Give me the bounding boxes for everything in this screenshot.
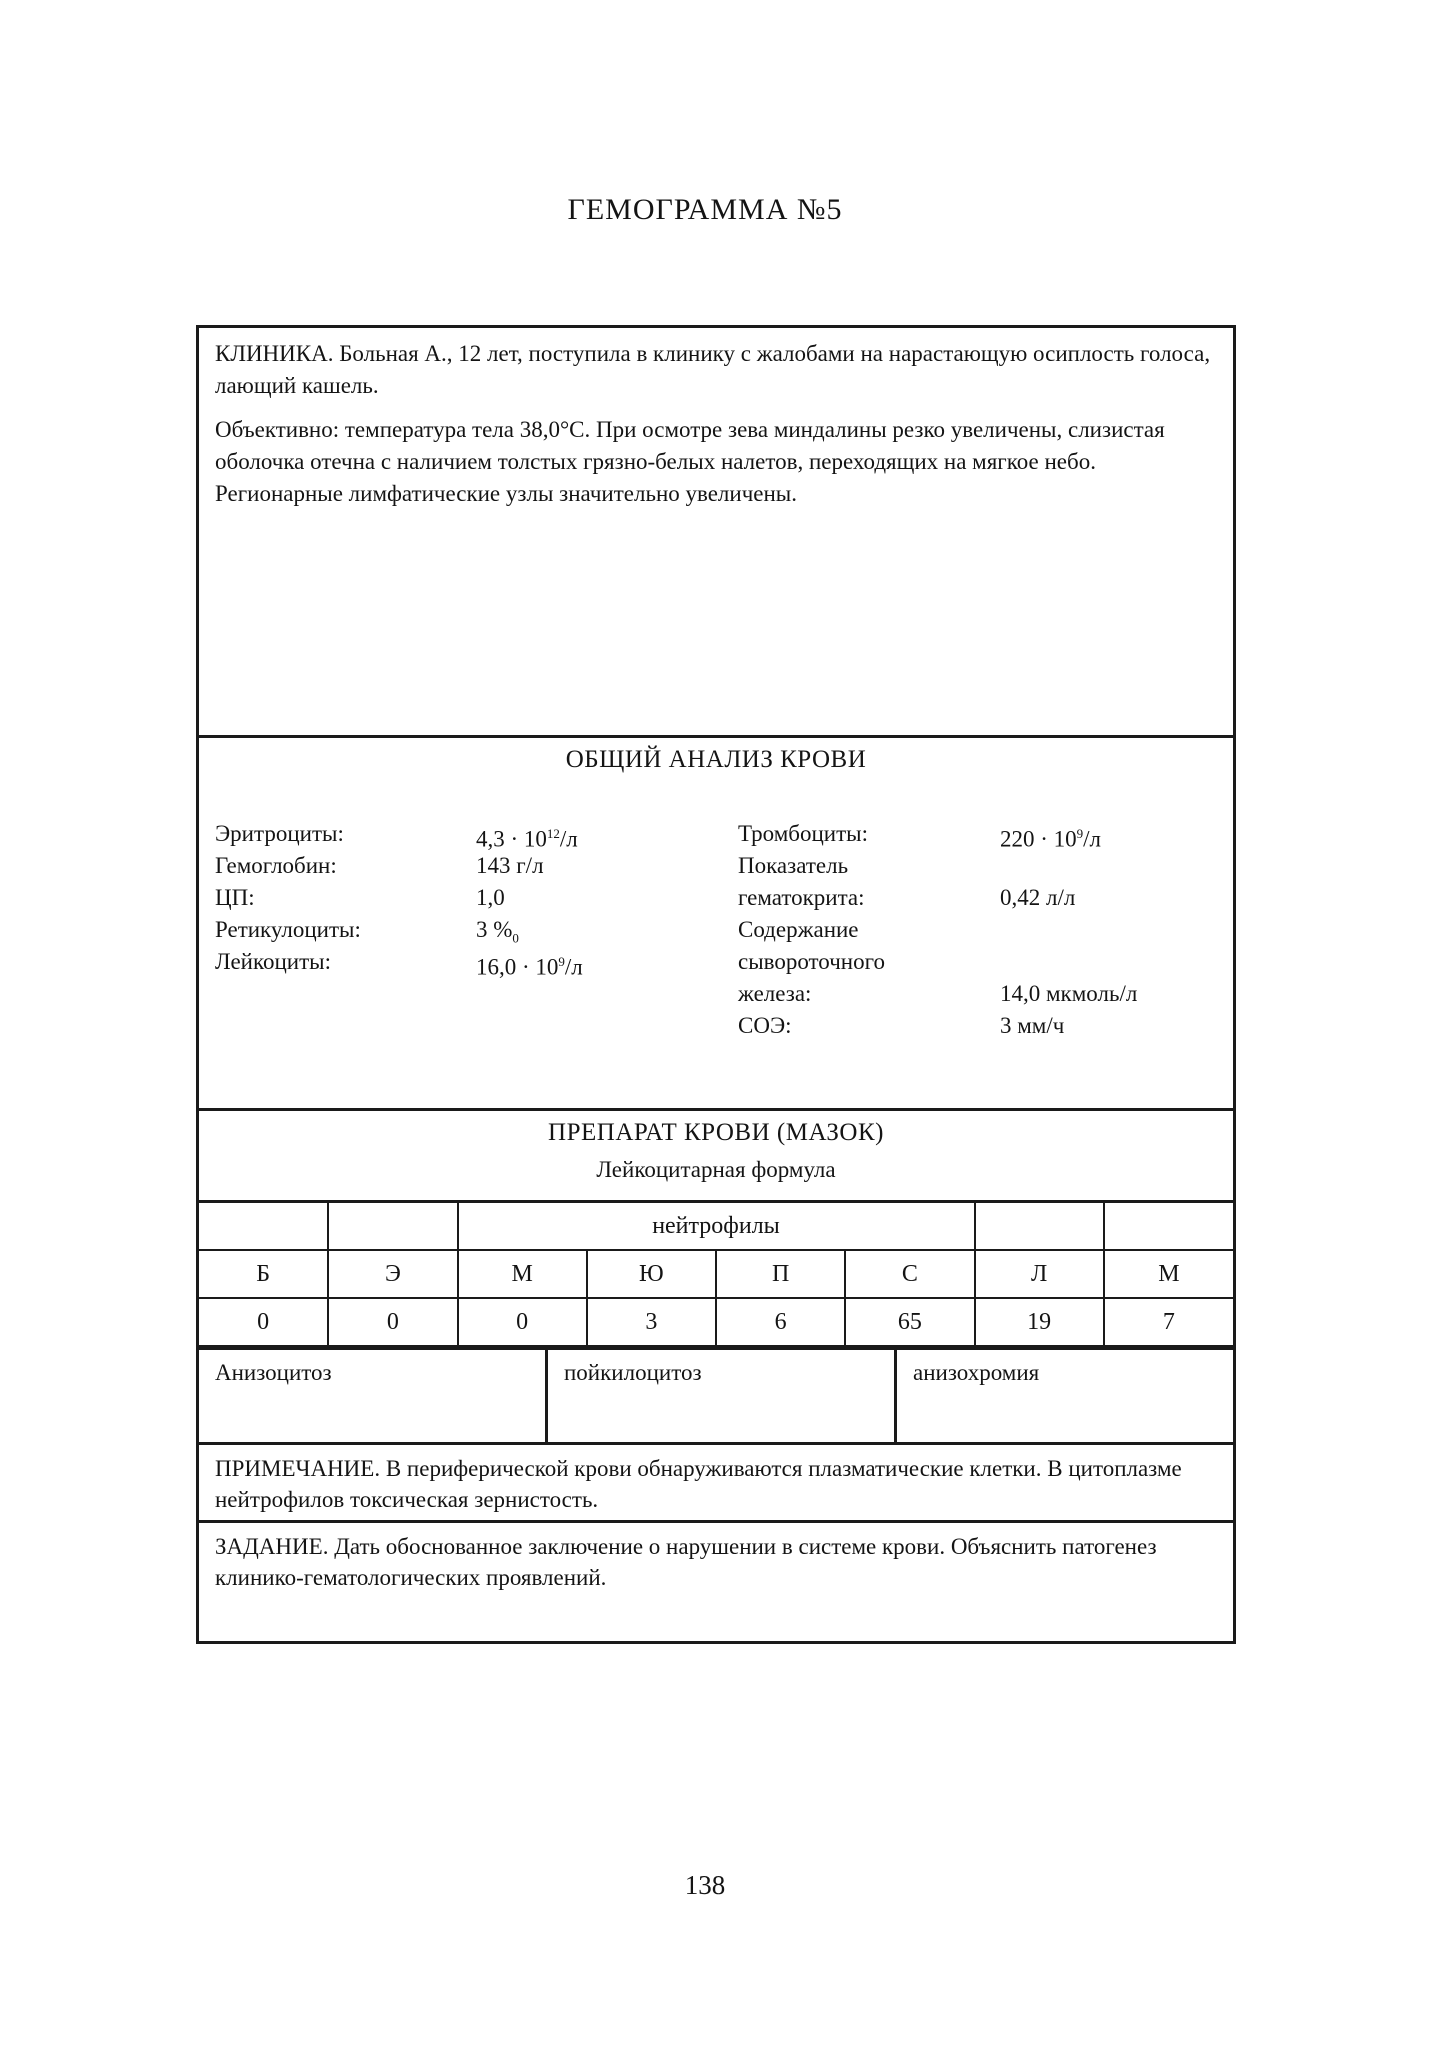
label-esr: СОЭ: bbox=[738, 1013, 792, 1038]
smear-title: ПРЕПАРАТ КРОВИ (МАЗОК) bbox=[548, 1119, 884, 1146]
value-band: 6 bbox=[716, 1298, 845, 1346]
clinic-examination: Объективно: температура тела 38,0°С. При осмотре зева миндалины резко увеличены, слизистая оболочка отечна с наличием толстых грязно-белых налетов, переходящих на мягкое небо. Регионарные лимфатические узлы значительно увеличены. bbox=[215, 417, 1165, 506]
value-color-index: 1,0 bbox=[476, 885, 505, 910]
label-hematocrit-1: Показатель bbox=[738, 853, 849, 878]
value-segmented: 65 bbox=[845, 1298, 974, 1346]
label-iron-1: Содержание bbox=[738, 917, 859, 942]
value-hematocrit: 0,42 л/л bbox=[1000, 885, 1076, 910]
poikilocytosis-cell: пойкилоцитоз bbox=[564, 1360, 702, 1385]
label-platelets: Тромбоциты: bbox=[738, 821, 869, 846]
value-esr: 3 мм/ч bbox=[1000, 1013, 1065, 1038]
col-lymphocytes: Л bbox=[975, 1250, 1104, 1298]
left-labels bbox=[215, 818, 361, 978]
anisochromia-cell: анизохромия bbox=[913, 1360, 1040, 1385]
task-section: ЗАДАНИЕ. Дать обоснованное заключение о нарушении в системе крови. Объяснить патогенез клинико-гематологических проявлений. bbox=[215, 1534, 1157, 1590]
value-monocytes: 7 bbox=[1104, 1298, 1233, 1346]
smear-section bbox=[199, 1111, 1233, 1201]
leukocyte-formula-title: Лейкоцитарная формула bbox=[596, 1157, 836, 1182]
value-basophils: 0 bbox=[199, 1298, 328, 1346]
right-labels bbox=[738, 818, 885, 1042]
label-hemoglobin: Гемоглобин: bbox=[215, 853, 337, 878]
label-hematocrit-2: гематокрита: bbox=[738, 885, 865, 910]
col-juvenile: Ю bbox=[587, 1250, 716, 1298]
morphology-section bbox=[199, 1350, 1233, 1442]
leukocyte-formula-table bbox=[199, 1200, 1233, 1347]
blood-test-section bbox=[199, 738, 1233, 1108]
neutrophils-header: нейтрофилы bbox=[458, 1202, 975, 1251]
page-title: ГЕМОГРАММА №5 bbox=[567, 193, 843, 226]
value-erythrocytes: $4,3 \cdot 10^{12}/л$ bbox=[476, 826, 578, 852]
clinic-complaints: КЛИНИКА. Больная А., 12 лет, поступила в клинику с жалобами на нарастающую осиплость голоса, лающий кашель. bbox=[215, 341, 1211, 398]
label-iron-3: железа: bbox=[738, 981, 812, 1006]
right-values bbox=[1000, 818, 1137, 1042]
formula-header-row bbox=[199, 1250, 1233, 1298]
note-section: ПРИМЕЧАНИЕ. В периферической крови обнаруживаются плазматические клетки. В цитоплазме нейтрофилов токсическая зернистость. bbox=[215, 1456, 1182, 1512]
formula-value-row bbox=[199, 1298, 1233, 1346]
value-hemoglobin: 143 г/л bbox=[476, 853, 544, 878]
value-platelets: $220 \cdot 10^9/л$ bbox=[1000, 826, 1102, 852]
hemogram-card bbox=[196, 325, 1236, 1644]
value-serum-iron: 14,0 мкмоль/л bbox=[1000, 981, 1138, 1006]
col-eosinophils: Э bbox=[328, 1250, 457, 1298]
label-erythrocytes: Эритроциты: bbox=[215, 821, 344, 846]
value-myelocytes: 0 bbox=[458, 1298, 587, 1346]
label-reticulocytes: Ретикулоциты: bbox=[215, 917, 361, 942]
col-basophils: Б bbox=[199, 1250, 328, 1298]
col-segmented: С bbox=[845, 1250, 974, 1298]
value-reticulocytes: 3 $\%_0$ bbox=[476, 917, 519, 946]
value-juvenile: 3 bbox=[587, 1298, 716, 1346]
value-eosinophils: 0 bbox=[328, 1298, 457, 1346]
blood-test-title: ОБЩИЙ АНАЛИЗ КРОВИ bbox=[565, 746, 867, 773]
value-leukocytes: $16,0 \cdot 10^9/л$ bbox=[476, 954, 583, 980]
left-values bbox=[476, 818, 583, 978]
page-number: 138 bbox=[684, 1870, 726, 1900]
clinic-section bbox=[199, 328, 1233, 735]
col-band: П bbox=[716, 1250, 845, 1298]
value-lymphocytes: 19 bbox=[975, 1298, 1104, 1346]
label-leukocytes: Лейкоциты: bbox=[215, 949, 331, 974]
col-myelocytes: М bbox=[458, 1250, 587, 1298]
anisocytosis-cell: Анизоцитоз bbox=[215, 1360, 332, 1385]
label-color-index: ЦП: bbox=[215, 885, 255, 910]
col-monocytes: М bbox=[1104, 1250, 1233, 1298]
label-iron-2: сывороточного bbox=[738, 949, 885, 974]
formula-group-row bbox=[199, 1202, 1233, 1251]
